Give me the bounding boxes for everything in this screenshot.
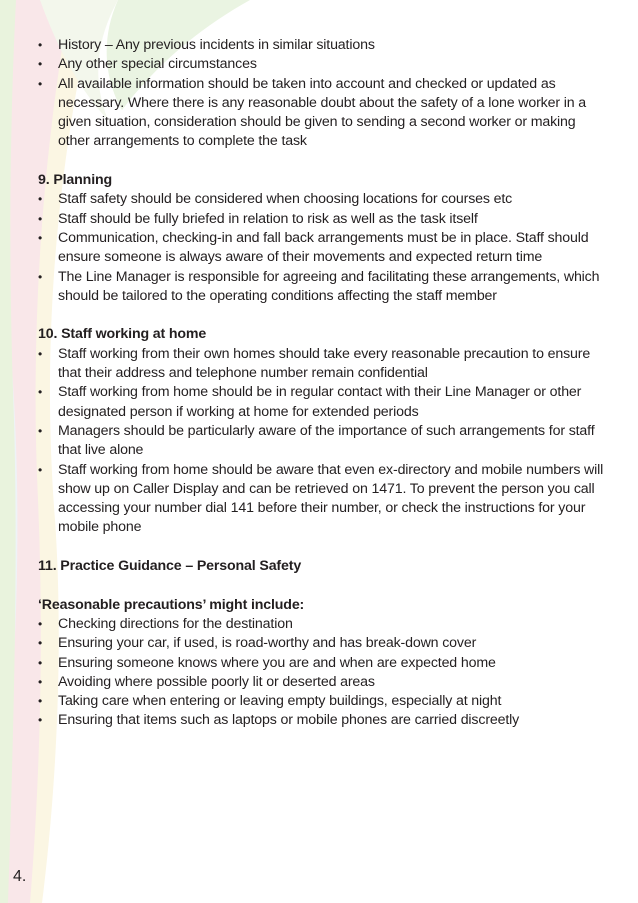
page-number: 4. — [13, 868, 27, 885]
list-item: • Ensuring someone knows where you are and when are expected home — [38, 654, 604, 673]
list-item: • Taking care when entering or leaving empty buildings, especially at night — [38, 692, 604, 711]
section-heading-practice-guidance: 11. Practice Guidance – Personal Safety — [38, 558, 302, 575]
section-heading-working-at-home: 10. Staff working at home — [38, 326, 207, 343]
list-item: • Ensuring that items such as laptops or mobile phones are carried discreetly — [38, 711, 604, 730]
list-item: • Ensuring your car, if used, is road-worthy and has break-down cover — [38, 634, 604, 653]
list-item: • Staff safety should be considered when choosing locations for courses etc — [38, 190, 604, 209]
list-item: • History – Any previous incidents in similar situations — [38, 36, 604, 55]
list-item: • Communication, checking-in and fall back arrangements must be in place. Staff should ensure someone is always aware of their movements and expected return time — [38, 229, 604, 268]
list-item: • Avoiding where possible poorly lit or deserted areas — [38, 673, 604, 692]
list-item: • Staff working from home should be in regular contact with their Line Manager or other designated person if working at home for extended periods — [38, 383, 604, 422]
list-reasonable-precautions — [38, 615, 604, 731]
list-item: • Staff should be fully briefed in relation to risk as well as the task itself — [38, 210, 604, 229]
list-item: • Staff working from home should be aware that even ex-directory and mobile numbers will show up on Caller Display and can be retrieved on 1471. To prevent the person you call accessing your number dial 141 before their number, or check the instructions for your mobile phone — [38, 461, 604, 538]
subheading-reasonable-precautions: ‘Reasonable precautions’ might include: — [38, 596, 305, 613]
list-item: • Checking directions for the destination — [38, 615, 604, 634]
list-item: • The Line Manager is responsible for agreeing and facilitating these arrangements, which should be tailored to the operating conditions affecting the staff member — [38, 268, 604, 307]
document-body — [38, 36, 604, 731]
list-item: • All available information should be taken into account and checked or updated as necessary. Where there is any reasonable doubt about the safety of a lone worker in a given situation, consideration should be given to sending a second worker or making other arrangements to complete the task — [38, 75, 604, 152]
list-planning — [38, 190, 604, 306]
list-working-at-home — [38, 345, 604, 538]
section-heading-planning: 9. Planning — [38, 172, 113, 189]
list-top — [38, 36, 604, 152]
list-item: • Staff working from their own homes should take every reasonable precaution to ensure that their address and telephone number remain confidential — [38, 345, 604, 384]
list-item: • Any other special circumstances — [38, 55, 604, 74]
list-item: • Managers should be particularly aware of the importance of such arrangements for staff that live alone — [38, 422, 604, 461]
